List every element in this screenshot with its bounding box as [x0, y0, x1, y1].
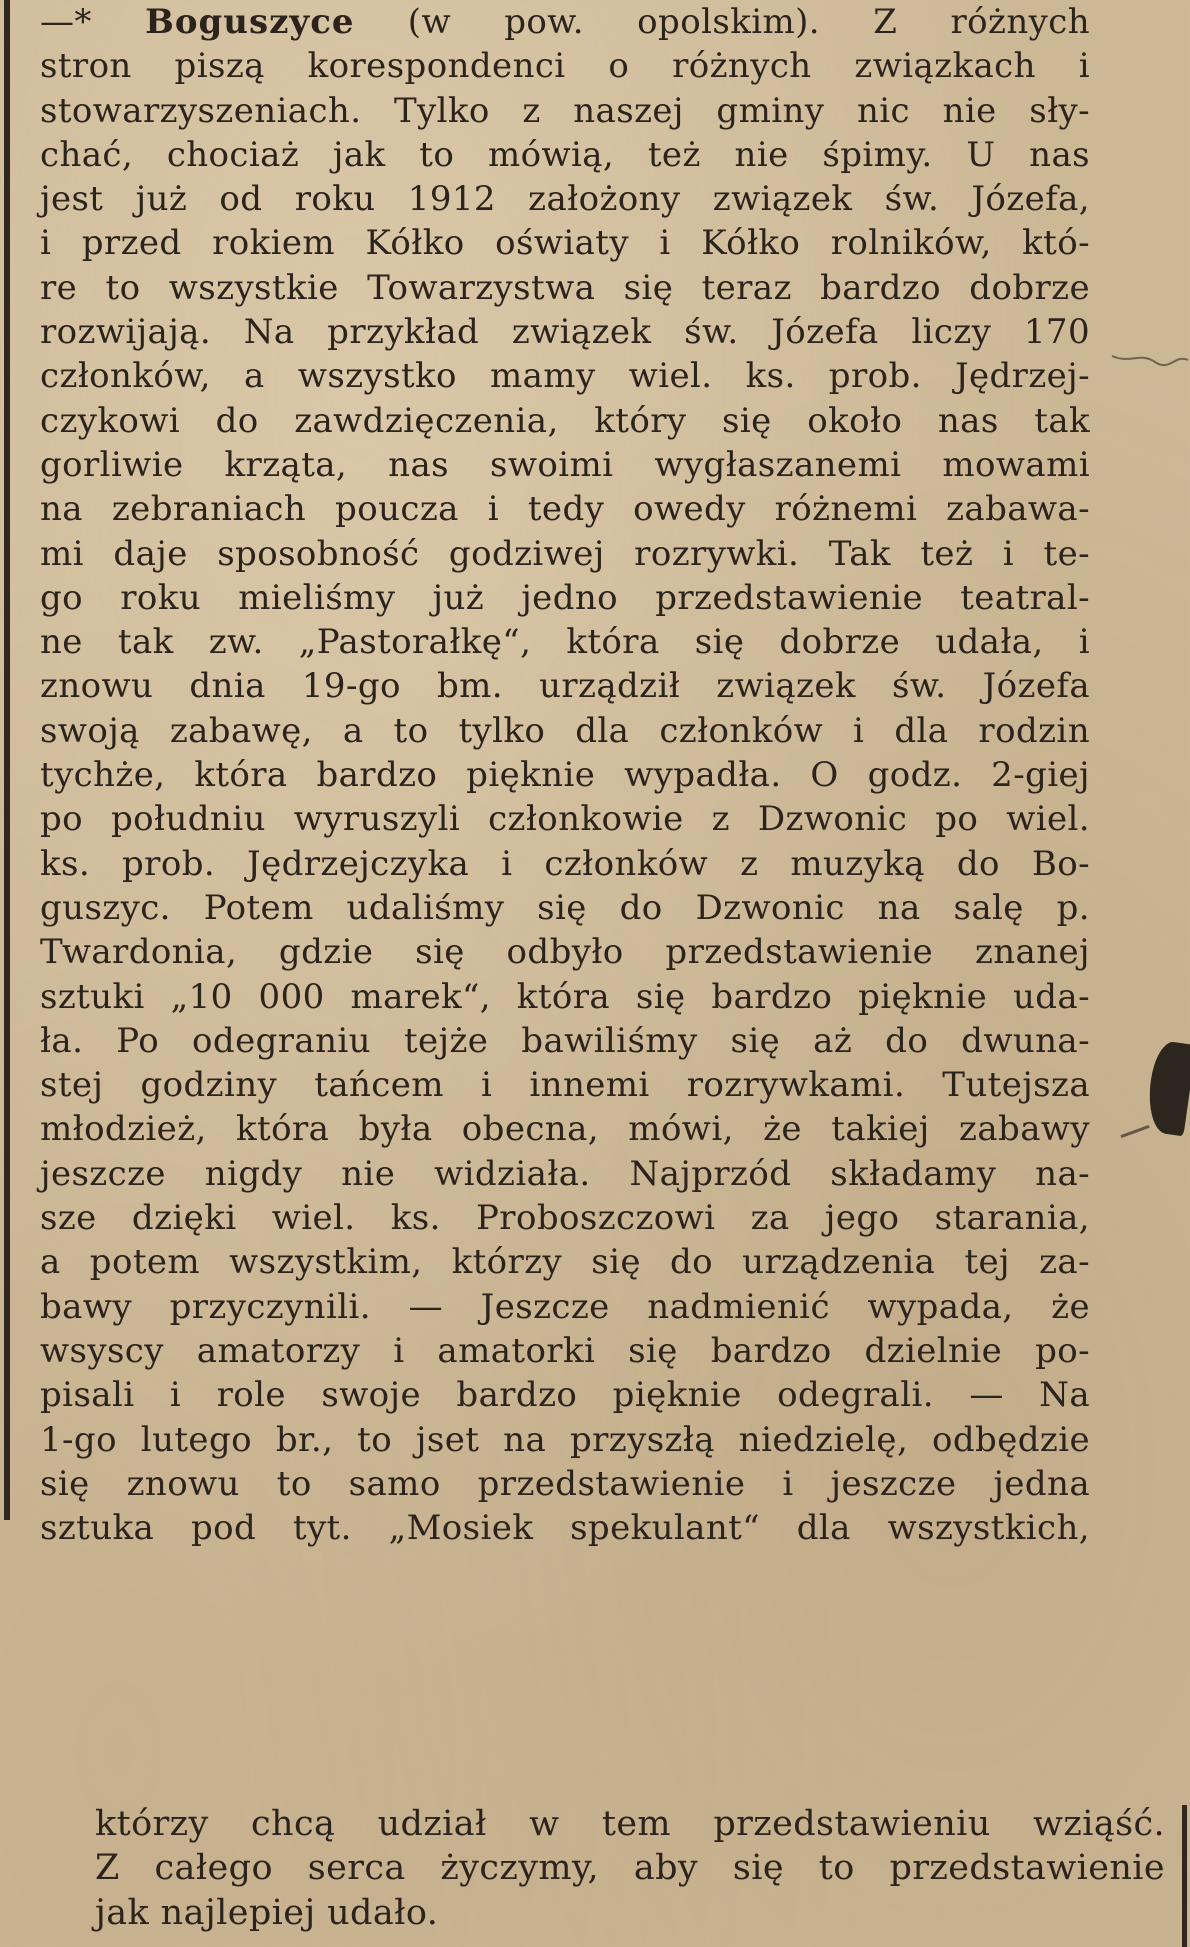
article-continuation: [95, 1802, 1165, 1935]
article-line: członków, a wszystko mamy wiel. ks. prob. Jędrzej-: [40, 356, 1090, 397]
ink-scratch: [1120, 1125, 1149, 1138]
article-line: na zebraniach poucza i tedy owedy różnemi zabawa-: [40, 489, 1090, 530]
article-line: się znowu to samo przedstawienie i jeszcze jedna: [40, 1463, 1090, 1504]
article-line: czykowi do zawdzięczenia, który się około nas tak: [40, 400, 1090, 441]
article-first-line: [40, 0, 1090, 44]
article-line: młodzież, która była obecna, mówi, że takiej zabawy: [40, 1109, 1090, 1150]
article-line: swoją zabawę, a to tylko dla członków i dla rodzin: [40, 710, 1090, 751]
pencil-mark-icon: [1110, 350, 1190, 374]
article-line: po południu wyruszyli członkowie z Dzwonic po wiel.: [40, 799, 1090, 840]
article-line: stowarzyszeniach. Tylko z naszej gminy nic nie sły-: [40, 90, 1090, 131]
article-line: stej godziny tańcem i innemi rozrywkami. Tutejsza: [40, 1065, 1090, 1106]
continuation-line: Z całego serca życzymy, aby się to przedstawienie: [95, 1848, 1165, 1889]
lead-marker: —*: [40, 2, 92, 42]
article-line: ne tak zw. „Pastorałkę“, która się dobrze udała, i: [40, 622, 1090, 663]
continuation-line: którzy chcą udział w tem przedstawieniu wziąść.: [95, 1804, 1165, 1844]
news-article: [40, 0, 1090, 1550]
first-line-text: (w pow. opolskim). Z różnych: [407, 2, 1091, 42]
article-line: 1-go lutego br., to jset na przyszłą niedzielę, odbędzie: [40, 1419, 1090, 1460]
article-line: ła. Po odegraniu tejże bawiliśmy się aż do dwuna-: [40, 1020, 1090, 1061]
article-line: Twardonia, gdzie się odbyło przedstawienie znanej: [40, 932, 1090, 973]
article-line: znowu dnia 19-go bm. urządził związek św. Józefa: [40, 666, 1090, 707]
article-line: ks. prob. Jędrzejczyka i członków z muzyką do Bo-: [40, 843, 1090, 884]
article-line: jeszcze nigdy nie widziała. Najprzód składamy na-: [40, 1153, 1090, 1194]
article-line: bawy przyczynili. — Jeszcze nadmienić wypada, że: [40, 1286, 1090, 1327]
column-rule-right: [1182, 1805, 1187, 1947]
article-line: wsyscy amatorzy i amatorki się bardzo dzielnie po-: [40, 1330, 1090, 1371]
article-line: sztuka pod tyt. „Mosiek spekulant“ dla wszystkich,: [40, 1508, 1090, 1549]
article-line: go roku mieliśmy już jedno przedstawienie teatral-: [40, 577, 1090, 618]
article-line: tychże, która bardzo pięknie wypadła. O godz. 2-giej: [40, 755, 1090, 796]
article-line: rozwijają. Na przykład związek św. Józefa liczy 170: [40, 312, 1090, 353]
article-line: re to wszystkie Towarzystwa się teraz bardzo dobrze: [40, 267, 1090, 308]
article-line: jest już od roku 1912 założony związek św. Józefa,: [40, 179, 1090, 220]
article-line: a potem wszystkim, którzy się do urządzenia tej za-: [40, 1242, 1090, 1283]
article-line: guszyc. Potem udaliśmy się do Dzwonic na salę p.: [40, 887, 1090, 928]
article-line: gorliwie krząta, nas swoimi wygłaszanemi mowami: [40, 444, 1090, 485]
article-line: pisali i role swoje bardzo pięknie odegrali. — Na: [40, 1375, 1090, 1416]
column-rule-left: [4, 0, 10, 1520]
article-line: sztuki „10 000 marek“, która się bardzo pięknie uda-: [40, 976, 1090, 1017]
place-name-heading: Boguszyce: [145, 2, 355, 42]
ink-stain: [1144, 1040, 1190, 1137]
article-line: mi daje sposobność godziwej rozrywki. Tak też i te-: [40, 533, 1090, 574]
article-line: i przed rokiem Kółko oświaty i Kółko rolników, któ-: [40, 223, 1090, 264]
continuation-line: jak najlepiej udało.: [95, 1892, 439, 1933]
article-line: chać, chociaż jak to mówią, też nie śpimy. U nas: [40, 134, 1090, 175]
article-line: sze dzięki wiel. ks. Proboszczowi za jego starania,: [40, 1198, 1090, 1239]
article-line: stron piszą korespondenci o różnych związkach i: [40, 46, 1090, 87]
